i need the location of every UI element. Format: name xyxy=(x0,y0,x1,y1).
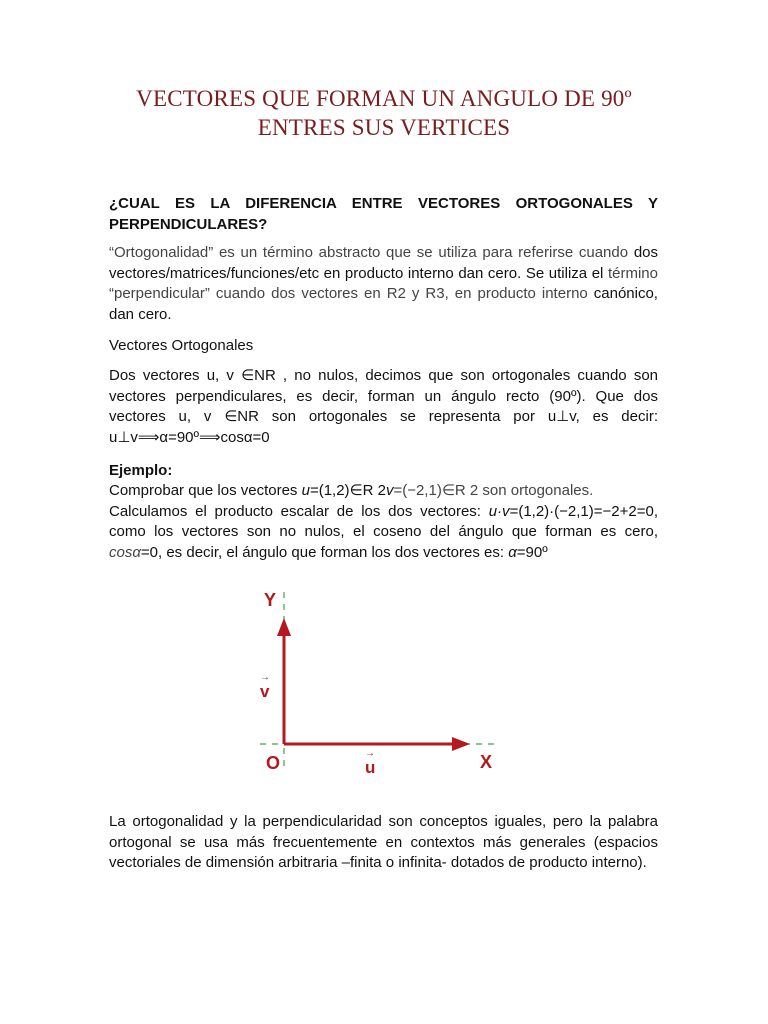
origin-label: O xyxy=(266,753,281,773)
vector-v-arrowhead xyxy=(277,618,291,636)
definition-paragraph: Dos vectores u, v ∈NR , no nulos, decimos que son ortogonales cuando son vectores perpendiculares, es decir, forman un ángulo recto (90º). Que dos vectores u, v ∈NR son ortogonales se representa por u⊥v, es decir: u⊥v⟹α=90º⟹cosα=0 xyxy=(109,367,658,446)
example-var-alpha: α xyxy=(508,543,517,561)
title-line-2: ENTRES SUS VERTICES xyxy=(257,115,511,140)
example-label: Ejemplo: xyxy=(109,462,173,479)
page-title xyxy=(60,84,708,142)
example-var-cos: cosα xyxy=(109,543,141,561)
example-var-uv: u·v xyxy=(488,502,510,520)
example-text: =(−2,1)∈R 2 son ortogonales. xyxy=(393,482,594,499)
example-text: =(1,2)·(−2,1)=−2+2=0, como los vectores son no nulos, el coseno del ángulo que forman es cero, xyxy=(109,502,658,540)
orthogonal-vectors-figure xyxy=(250,582,510,782)
vector-v-arrow-mark: → xyxy=(260,672,270,683)
section-label: Vectores Ortogonales xyxy=(109,337,254,354)
example-paragraph xyxy=(109,481,658,563)
example-text: Calculamos el producto escalar de los dos vectores: xyxy=(109,502,489,520)
intro-part-1: “Ortogonalidad” es un término abstracto que se utiliza para referirse cuando xyxy=(109,244,629,261)
example-var-v: v xyxy=(385,482,394,499)
title-line-1: VECTORES QUE FORMAN UN ANGULO DE 90º xyxy=(136,86,632,111)
axis-y-label: Y xyxy=(264,590,277,610)
section-heading: ¿CUAL ES LA DIFERENCIA ENTRE VECTORES ORTOGONALES Y PERPENDICULARES? xyxy=(109,195,658,233)
vector-u-arrow-mark: → xyxy=(365,748,375,759)
vector-v-label: v xyxy=(260,682,270,701)
example-var-u: u xyxy=(301,482,310,499)
example-text: =(1,2)∈R 2 xyxy=(309,482,386,499)
intro-part-2: dos vectores/matrices/funciones/etc en producto interno dan cero. Se utiliza el xyxy=(109,244,658,282)
closing-paragraph: La ortogonalidad y la perpendicularidad son conceptos iguales, pero la palabra ortogonal se usa más frecuentemente en contextos más generales (espacios vectoriales de dimensión arbitraria –finita o infinita- dotados de producto interno). xyxy=(109,813,658,871)
intro-part-3: término “perpendicular” cuando dos vectores en R2 y R3, en producto interno xyxy=(109,264,658,302)
vector-u-arrowhead xyxy=(452,737,470,751)
vector-u-label: u xyxy=(365,758,376,777)
example-text: Comprobar que los vectores xyxy=(109,482,302,499)
intro-paragraph xyxy=(109,243,658,325)
example-text: =0, es decir, el ángulo que forman los dos vectores es: xyxy=(140,543,509,561)
axis-x-label: X xyxy=(480,752,493,772)
example-text: =90º xyxy=(516,543,548,561)
intro-part-4: canónico, dan cero. xyxy=(109,285,658,323)
